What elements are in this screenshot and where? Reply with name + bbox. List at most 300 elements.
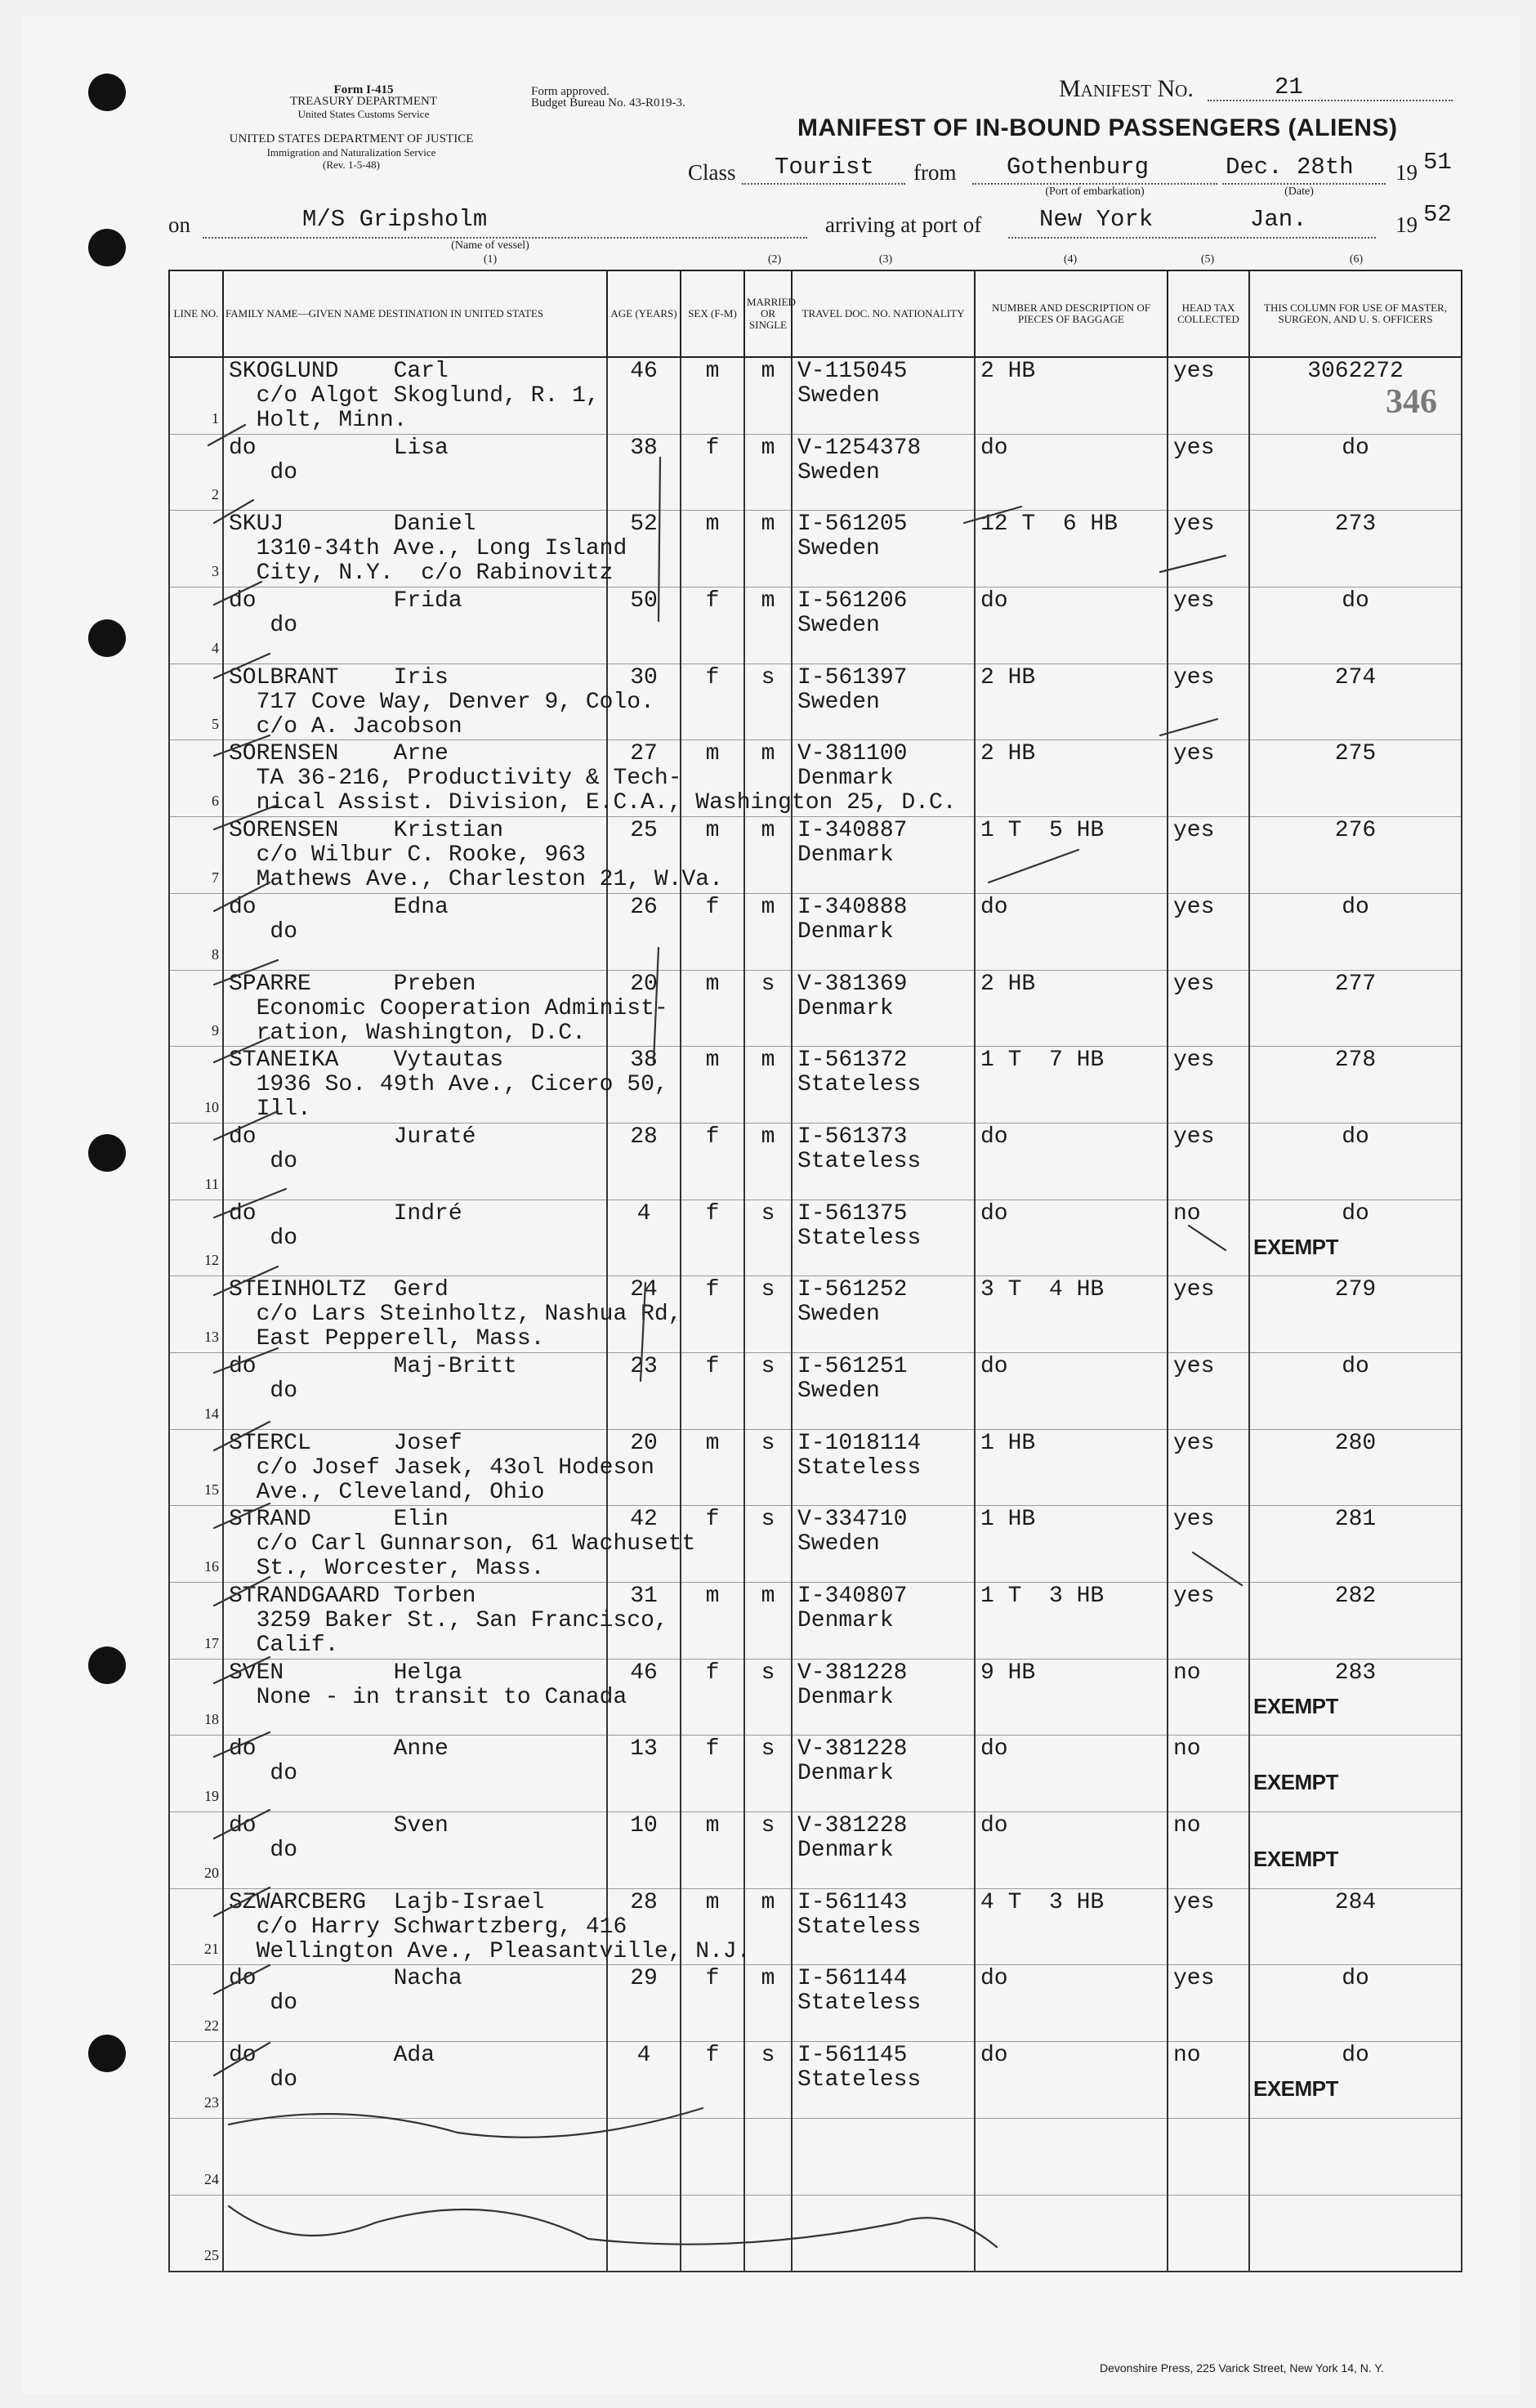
travel-doc-nationality-cell — [792, 1659, 975, 1736]
officer-column-cell — [1249, 1965, 1462, 2042]
officer-column-cell — [1249, 1047, 1462, 1124]
line-number: 2 — [212, 486, 219, 503]
officer-column-cell — [1249, 1812, 1462, 1889]
passenger-marital-status-cell — [744, 2195, 792, 2272]
header-sex: SEX (F-M) — [681, 270, 744, 357]
passenger-age: 10 — [630, 1813, 658, 1839]
travel-doc-nationality: V-115045 Sweden — [797, 359, 908, 409]
head-tax-collected: yes — [1173, 971, 1215, 997]
line-number-cell — [169, 434, 223, 511]
embark-caption: (Port of embarkation) — [1045, 185, 1145, 198]
passenger-name-destination: SORENSEN Arne TA 36-216, Productivity & Tech- nical Assist. Division, E.C.A., Washington 25, D.C. — [229, 741, 957, 816]
baggage-description: 9 HB — [980, 1660, 1036, 1686]
baggage-description: 12 T 6 HB — [980, 512, 1119, 538]
travel-doc-nationality-cell — [792, 1812, 975, 1889]
line-number-cell — [169, 1888, 223, 1965]
passenger-marital-status: s — [761, 1736, 775, 1762]
punch-hole — [88, 1646, 126, 1684]
table-row — [169, 511, 1462, 587]
passenger-sex: m — [705, 1430, 720, 1456]
passenger-sex-cell — [681, 1429, 744, 1506]
travel-doc-nationality-cell — [792, 1965, 975, 2042]
officer-column-cell — [1249, 1352, 1462, 1429]
travel-doc-nationality: I-561205 Sweden — [797, 512, 908, 562]
travel-doc-nationality-cell — [792, 893, 975, 970]
baggage-description-cell — [975, 1812, 1168, 1889]
passenger-marital-status-cell — [744, 893, 792, 970]
officer-column: 3062272 — [1307, 359, 1404, 384]
passenger-name-destination: SZWARCBERG Lajb-Israel c/o Harry Schwartzberg, 416 Wellington Ave., Pleasantville, N.J. — [229, 1889, 751, 1964]
passenger-sex: f — [705, 1353, 720, 1379]
punch-hole — [88, 2035, 126, 2072]
travel-doc-nationality-cell — [792, 1276, 975, 1353]
travel-doc-nationality-cell — [792, 1583, 975, 1660]
year2-prefix: 19 — [1395, 212, 1418, 237]
head-tax-collected-cell — [1168, 2118, 1249, 2195]
passenger-name-destination-cell — [223, 2195, 607, 2272]
passenger-marital-status-cell — [744, 1736, 792, 1812]
baggage-description-cell — [975, 1352, 1168, 1429]
passenger-age: 42 — [630, 1507, 658, 1533]
passenger-marital-status: s — [761, 1200, 775, 1226]
passenger-sex-cell — [681, 1123, 744, 1200]
exempt-stamp: EXEMPT — [1253, 1693, 1338, 1718]
head-tax-collected: yes — [1173, 1277, 1215, 1303]
year2-value: 52 — [1423, 201, 1452, 228]
passenger-sex: f — [705, 664, 720, 690]
colnum-5: (5) — [1200, 253, 1215, 266]
head-tax-collected-cell — [1168, 817, 1249, 894]
passenger-marital-status: m — [761, 818, 775, 844]
passenger-sex-cell — [681, 1200, 744, 1276]
passenger-age-cell — [607, 1123, 681, 1200]
passenger-marital-status: s — [761, 1660, 775, 1686]
baggage-description-cell — [975, 1047, 1168, 1124]
passenger-sex-cell — [681, 434, 744, 511]
travel-doc-nationality: I-561252 Sweden — [797, 1277, 908, 1328]
baggage-description-cell — [975, 1123, 1168, 1200]
head-tax-collected-cell — [1168, 893, 1249, 970]
date-caption: (Date) — [1284, 185, 1314, 198]
passenger-marital-status-cell — [744, 1583, 792, 1660]
table-row — [169, 1123, 1462, 1200]
passenger-marital-status: s — [761, 971, 775, 997]
passenger-sex-cell — [681, 2042, 744, 2119]
officer-column-cell — [1249, 740, 1462, 817]
baggage-description-cell — [975, 357, 1168, 434]
arrive-date-value: Jan. — [1250, 206, 1307, 233]
passenger-age-cell — [607, 2118, 681, 2195]
passenger-age: 23 — [630, 1353, 658, 1379]
passenger-sex: f — [705, 1507, 720, 1533]
officer-column-cell — [1249, 2118, 1462, 2195]
officer-column: 283 — [1334, 1660, 1377, 1686]
travel-doc-nationality: I-561397 Sweden — [797, 664, 908, 715]
passenger-marital-status: s — [761, 1430, 775, 1456]
line-number-cell — [169, 587, 223, 664]
baggage-description-cell — [975, 1429, 1168, 1506]
officer-column-cell — [1249, 1659, 1462, 1736]
baggage-description-cell — [975, 663, 1168, 740]
baggage-description: 1 HB — [980, 1507, 1036, 1533]
passenger-age: 20 — [630, 1430, 658, 1456]
baggage-description: 2 HB — [980, 664, 1036, 690]
passenger-name-destination-cell — [223, 587, 607, 664]
passenger-sex: f — [705, 435, 720, 461]
line-number: 11 — [204, 1175, 219, 1192]
line-number: 5 — [212, 716, 219, 733]
stamp-number: 346 — [1386, 383, 1437, 421]
passenger-sex: f — [705, 1277, 720, 1303]
baggage-description-cell — [975, 434, 1168, 511]
passenger-marital-status: m — [761, 1966, 775, 1992]
line-number: 6 — [212, 793, 219, 810]
line-number-cell — [169, 1352, 223, 1429]
passenger-name-destination: SVEN Helga None - in transit to Canada — [229, 1660, 627, 1710]
officer-column-cell — [1249, 1123, 1462, 1200]
passenger-sex-cell — [681, 663, 744, 740]
officer-column-cell — [1249, 1506, 1462, 1583]
passenger-sex: m — [705, 1584, 720, 1609]
officer-column: 284 — [1334, 1889, 1377, 1915]
travel-doc-nationality: I-561206 Sweden — [797, 588, 908, 639]
travel-doc-nationality-cell — [792, 1506, 975, 1583]
officer-column: 282 — [1334, 1584, 1377, 1609]
table-row — [169, 587, 1462, 664]
passenger-name-destination: do Lisa do — [229, 435, 449, 485]
line-number-cell — [169, 1965, 223, 2042]
travel-doc-nationality-cell — [792, 2042, 975, 2119]
travel-doc-nationality: I-561143 Stateless — [797, 1889, 922, 1940]
travel-doc-nationality: V-334710 Sweden — [797, 1507, 908, 1557]
head-tax-collected-cell — [1168, 1888, 1249, 1965]
officer-column: 278 — [1334, 1048, 1377, 1074]
baggage-description: 2 HB — [980, 741, 1036, 767]
passenger-marital-status: s — [761, 1813, 775, 1839]
vessel-value: M/S Gripsholm — [302, 206, 488, 233]
passenger-age-cell — [607, 1352, 681, 1429]
passenger-age: 20 — [630, 971, 658, 997]
colnum-3: (3) — [878, 253, 893, 266]
head-tax-collected-cell — [1168, 1276, 1249, 1353]
form-approved: Form approved. — [531, 85, 609, 98]
officer-column-cell — [1249, 1583, 1462, 1660]
passenger-sex: m — [705, 818, 720, 844]
manifest-no-label: Manifest No. — [1059, 75, 1194, 102]
travel-doc-nationality: I-561373 Stateless — [797, 1124, 922, 1174]
baggage-description: 4 T 3 HB — [980, 1889, 1105, 1915]
passenger-name-destination-cell — [223, 2042, 607, 2119]
line-number-cell — [169, 1429, 223, 1506]
travel-doc-nationality-cell — [792, 1123, 975, 1200]
passenger-name-destination: do Anne do — [229, 1736, 449, 1787]
officer-column: 279 — [1334, 1277, 1377, 1303]
baggage-description: do — [980, 1966, 1008, 1992]
passenger-sex: f — [705, 1124, 720, 1150]
passenger-sex-cell — [681, 1659, 744, 1736]
revision: (Rev. 1-5-48) — [323, 159, 380, 171]
passenger-name-destination: do Edna do — [229, 894, 449, 945]
head-tax-collected: yes — [1173, 1124, 1215, 1150]
passenger-name-destination: STERCL Josef c/o Josef Jasek, 43ol Hodeson Ave., Cleveland, Ohio — [229, 1430, 654, 1505]
passenger-name-destination: SORENSEN Kristian c/o Wilbur C. Rooke, 963 Mathews Ave., Charleston 21, W.Va. — [229, 818, 723, 893]
head-tax-collected: yes — [1173, 1966, 1215, 1992]
passenger-age-cell — [607, 1200, 681, 1276]
passenger-age-cell — [607, 893, 681, 970]
table-row — [169, 1047, 1462, 1124]
travel-doc-nationality-cell — [792, 1429, 975, 1506]
baggage-description-cell — [975, 2118, 1168, 2195]
passenger-marital-status-cell — [744, 970, 792, 1047]
table-row — [169, 1276, 1462, 1353]
travel-doc-nationality: I-561251 Sweden — [797, 1353, 908, 1404]
head-tax-collected: yes — [1173, 1048, 1215, 1074]
baggage-description-cell — [975, 1659, 1168, 1736]
head-tax-collected-cell — [1168, 2195, 1249, 2272]
head-tax-collected: yes — [1173, 894, 1215, 920]
passenger-marital-status-cell — [744, 1659, 792, 1736]
passenger-marital-status-cell — [744, 1429, 792, 1506]
table-row — [169, 1429, 1462, 1506]
officer-column-cell — [1249, 663, 1462, 740]
travel-doc-nationality-cell — [792, 511, 975, 587]
passenger-marital-status-cell — [744, 1812, 792, 1889]
passenger-marital-status: m — [761, 1889, 775, 1915]
travel-doc-nationality: I-340887 Denmark — [797, 818, 908, 869]
line-number: 16 — [204, 1558, 219, 1575]
officer-column: 274 — [1334, 664, 1377, 690]
header-officers: THIS COLUMN FOR USE OF MASTER, SURGEON, AND U. S. OFFICERS — [1249, 270, 1462, 357]
class-line — [742, 183, 905, 185]
line-number-cell — [169, 1812, 223, 1889]
passenger-age: 50 — [630, 588, 658, 614]
officer-column: do — [1342, 1353, 1369, 1379]
line-number-cell — [169, 663, 223, 740]
baggage-description: do — [980, 1200, 1008, 1226]
travel-doc-nationality-cell — [792, 587, 975, 664]
baggage-description: 1 T 3 HB — [980, 1584, 1105, 1609]
justice-dept: UNITED STATES DEPARTMENT OF JUSTICE — [229, 132, 474, 145]
passenger-marital-status: s — [761, 664, 775, 690]
passenger-age: 24 — [630, 1277, 658, 1303]
head-tax-collected-cell — [1168, 1200, 1249, 1276]
passenger-marital-status: m — [761, 894, 775, 920]
line-number: 4 — [212, 639, 219, 656]
passenger-sex: m — [705, 512, 720, 538]
manifest-title: MANIFEST OF IN-BOUND PASSENGERS (ALIENS) — [797, 114, 1398, 141]
passenger-sex-cell — [681, 970, 744, 1047]
passenger-sex: f — [705, 1660, 720, 1686]
passenger-age: 13 — [630, 1736, 658, 1762]
travel-doc-nationality-cell — [792, 1047, 975, 1124]
table-row — [169, 434, 1462, 511]
header-line-no: LINE NO. — [169, 270, 223, 357]
head-tax-collected: no — [1173, 1200, 1201, 1226]
table-row — [169, 663, 1462, 740]
travel-doc-nationality-cell — [792, 663, 975, 740]
head-tax-collected: no — [1173, 2043, 1201, 2069]
table-row — [169, 1352, 1462, 1429]
baggage-description-cell — [975, 1200, 1168, 1276]
passenger-sex: m — [705, 971, 720, 997]
passenger-name-destination: SKUJ Daniel 1310-34th Ave., Long Island City, N.Y. c/o Rabinovitz — [229, 512, 627, 587]
manifest-no-value: 21 — [1275, 74, 1303, 101]
line-number: 13 — [204, 1328, 219, 1345]
head-tax-collected-cell — [1168, 1965, 1249, 2042]
passenger-name-destination: do Nacha do — [229, 1966, 462, 2017]
head-tax-collected: yes — [1173, 1507, 1215, 1533]
table-row — [169, 970, 1462, 1047]
passenger-age-cell — [607, 2042, 681, 2119]
passenger-marital-status-cell — [744, 1123, 792, 1200]
passenger-sex: f — [705, 894, 720, 920]
port-value: New York — [1039, 206, 1154, 233]
passenger-age: 46 — [630, 359, 658, 384]
passenger-marital-status: s — [761, 1277, 775, 1303]
passenger-sex-cell — [681, 1047, 744, 1124]
year1-value: 51 — [1423, 149, 1452, 176]
travel-doc-nationality: V-381228 Denmark — [797, 1736, 908, 1787]
passenger-marital-status: m — [761, 435, 775, 461]
head-tax-collected: yes — [1173, 1889, 1215, 1915]
baggage-description: 1 HB — [980, 1430, 1036, 1456]
passenger-name-destination: do Indré do — [229, 1200, 462, 1251]
table-row — [169, 2195, 1462, 2272]
passenger-name-destination: SPARRE Preben Economic Cooperation Administ- ration, Washington, D.C. — [229, 971, 668, 1046]
line-number: 14 — [204, 1405, 219, 1422]
table-row — [169, 1583, 1462, 1660]
printer-credit: Devonshire Press, 225 Varick Street, New York 14, N. Y. — [1100, 2361, 1384, 2374]
officer-column: do — [1342, 588, 1369, 614]
baggage-description-cell — [975, 587, 1168, 664]
baggage-description: do — [980, 894, 1008, 920]
passenger-marital-status-cell — [744, 587, 792, 664]
passenger-marital-status-cell — [744, 1276, 792, 1353]
passenger-name-destination-cell — [223, 1659, 627, 1736]
passenger-marital-status-cell — [744, 2042, 792, 2119]
passenger-sex-cell — [681, 1812, 744, 1889]
passenger-sex-cell — [681, 893, 744, 970]
head-tax-collected: yes — [1173, 664, 1215, 690]
passenger-age: 29 — [630, 1966, 658, 1992]
officer-column-cell — [1249, 1888, 1462, 1965]
passenger-age-cell — [607, 2195, 681, 2272]
passenger-marital-status: m — [761, 359, 775, 384]
passenger-marital-status-cell — [744, 434, 792, 511]
head-tax-collected-cell — [1168, 1736, 1249, 1812]
travel-doc-nationality-cell — [792, 2118, 975, 2195]
header-baggage: NUMBER AND DESCRIPTION OF PIECES OF BAGGAGE — [975, 270, 1168, 357]
passenger-marital-status: m — [761, 1584, 775, 1609]
passenger-name-destination: STRAND Elin c/o Carl Gunnarson, 61 Wachusett St., Worcester, Mass. — [229, 1507, 696, 1582]
officer-column: 275 — [1334, 741, 1377, 767]
baggage-description: do — [980, 1813, 1008, 1839]
passenger-name-destination: do Ada do — [229, 2043, 435, 2093]
officer-column-cell — [1249, 1200, 1462, 1276]
table-header — [169, 270, 1462, 357]
passenger-name-destination-cell — [223, 1965, 607, 2042]
travel-doc-nationality-cell — [792, 1200, 975, 1276]
table-row — [169, 357, 1462, 434]
line-number-cell — [169, 511, 223, 587]
officer-column-cell — [1249, 893, 1462, 970]
head-tax-collected: yes — [1173, 588, 1215, 614]
colnum-2: (2) — [767, 253, 782, 266]
head-tax-collected-cell — [1168, 1352, 1249, 1429]
line-number-cell — [169, 357, 223, 434]
baggage-description-cell — [975, 1276, 1168, 1353]
table-row — [169, 2118, 1462, 2195]
passenger-age: 46 — [630, 1660, 658, 1686]
exempt-stamp: EXEMPT — [1253, 2076, 1338, 2102]
passenger-age-cell — [607, 587, 681, 664]
passenger-marital-status-cell — [744, 1352, 792, 1429]
header-travel-doc: TRAVEL DOC. NO. NATIONALITY — [792, 270, 975, 357]
line-number-cell — [169, 2042, 223, 2119]
travel-doc-nationality: V-381100 Denmark — [797, 741, 908, 792]
table-row — [169, 2042, 1462, 2119]
officer-column-cell — [1249, 434, 1462, 511]
baggage-description: 1 T 5 HB — [980, 818, 1105, 844]
passenger-sex-cell — [681, 511, 744, 587]
travel-doc-nationality: I-561144 Stateless — [797, 1966, 922, 2017]
punch-hole — [88, 1134, 126, 1172]
passenger-marital-status-cell — [744, 1047, 792, 1124]
head-tax-collected-cell — [1168, 1506, 1249, 1583]
port-line — [1008, 237, 1376, 239]
travel-doc-nationality: V-1254378 Sweden — [797, 435, 922, 485]
passenger-age: 26 — [630, 894, 658, 920]
travel-doc-nationality: I-561145 Stateless — [797, 2043, 922, 2093]
head-tax-collected-cell — [1168, 1583, 1249, 1660]
line-number: 23 — [204, 2093, 219, 2111]
head-tax-collected: no — [1173, 1813, 1201, 1839]
travel-doc-nationality-cell — [792, 970, 975, 1047]
passenger-name-destination-cell — [223, 1200, 607, 1276]
line-number-cell — [169, 970, 223, 1047]
passenger-name-destination-cell — [223, 357, 607, 434]
head-tax-collected-cell — [1168, 740, 1249, 817]
passenger-age: 38 — [630, 435, 658, 461]
line-number-cell — [169, 1506, 223, 1583]
passenger-marital-status-cell — [744, 1888, 792, 1965]
baggage-description-cell — [975, 893, 1168, 970]
baggage-description-cell — [975, 1888, 1168, 1965]
table-row — [169, 1965, 1462, 2042]
passenger-marital-status-cell — [744, 817, 792, 894]
passenger-sex-cell — [681, 1352, 744, 1429]
passenger-age-cell — [607, 1812, 681, 1889]
baggage-description-cell — [975, 1506, 1168, 1583]
line-number: 20 — [204, 1864, 219, 1881]
baggage-description: 2 HB — [980, 971, 1036, 997]
officer-column: do — [1342, 435, 1369, 461]
head-tax-collected-cell — [1168, 357, 1249, 434]
officer-column-cell — [1249, 2195, 1462, 2272]
passenger-sex: m — [705, 359, 720, 384]
customs-service: United States Customs Service — [297, 108, 430, 120]
passenger-marital-status-cell — [744, 357, 792, 434]
travel-doc-nationality: V-381228 Denmark — [797, 1813, 908, 1864]
passenger-name-destination-cell — [223, 893, 607, 970]
baggage-description-cell — [975, 1736, 1168, 1812]
passenger-marital-status-cell — [744, 511, 792, 587]
passenger-sex-cell — [681, 1965, 744, 2042]
officer-column-cell — [1249, 1429, 1462, 1506]
baggage-description: do — [980, 435, 1008, 461]
passenger-table — [168, 270, 1462, 2272]
travel-doc-nationality: I-1018114 Stateless — [797, 1430, 922, 1481]
